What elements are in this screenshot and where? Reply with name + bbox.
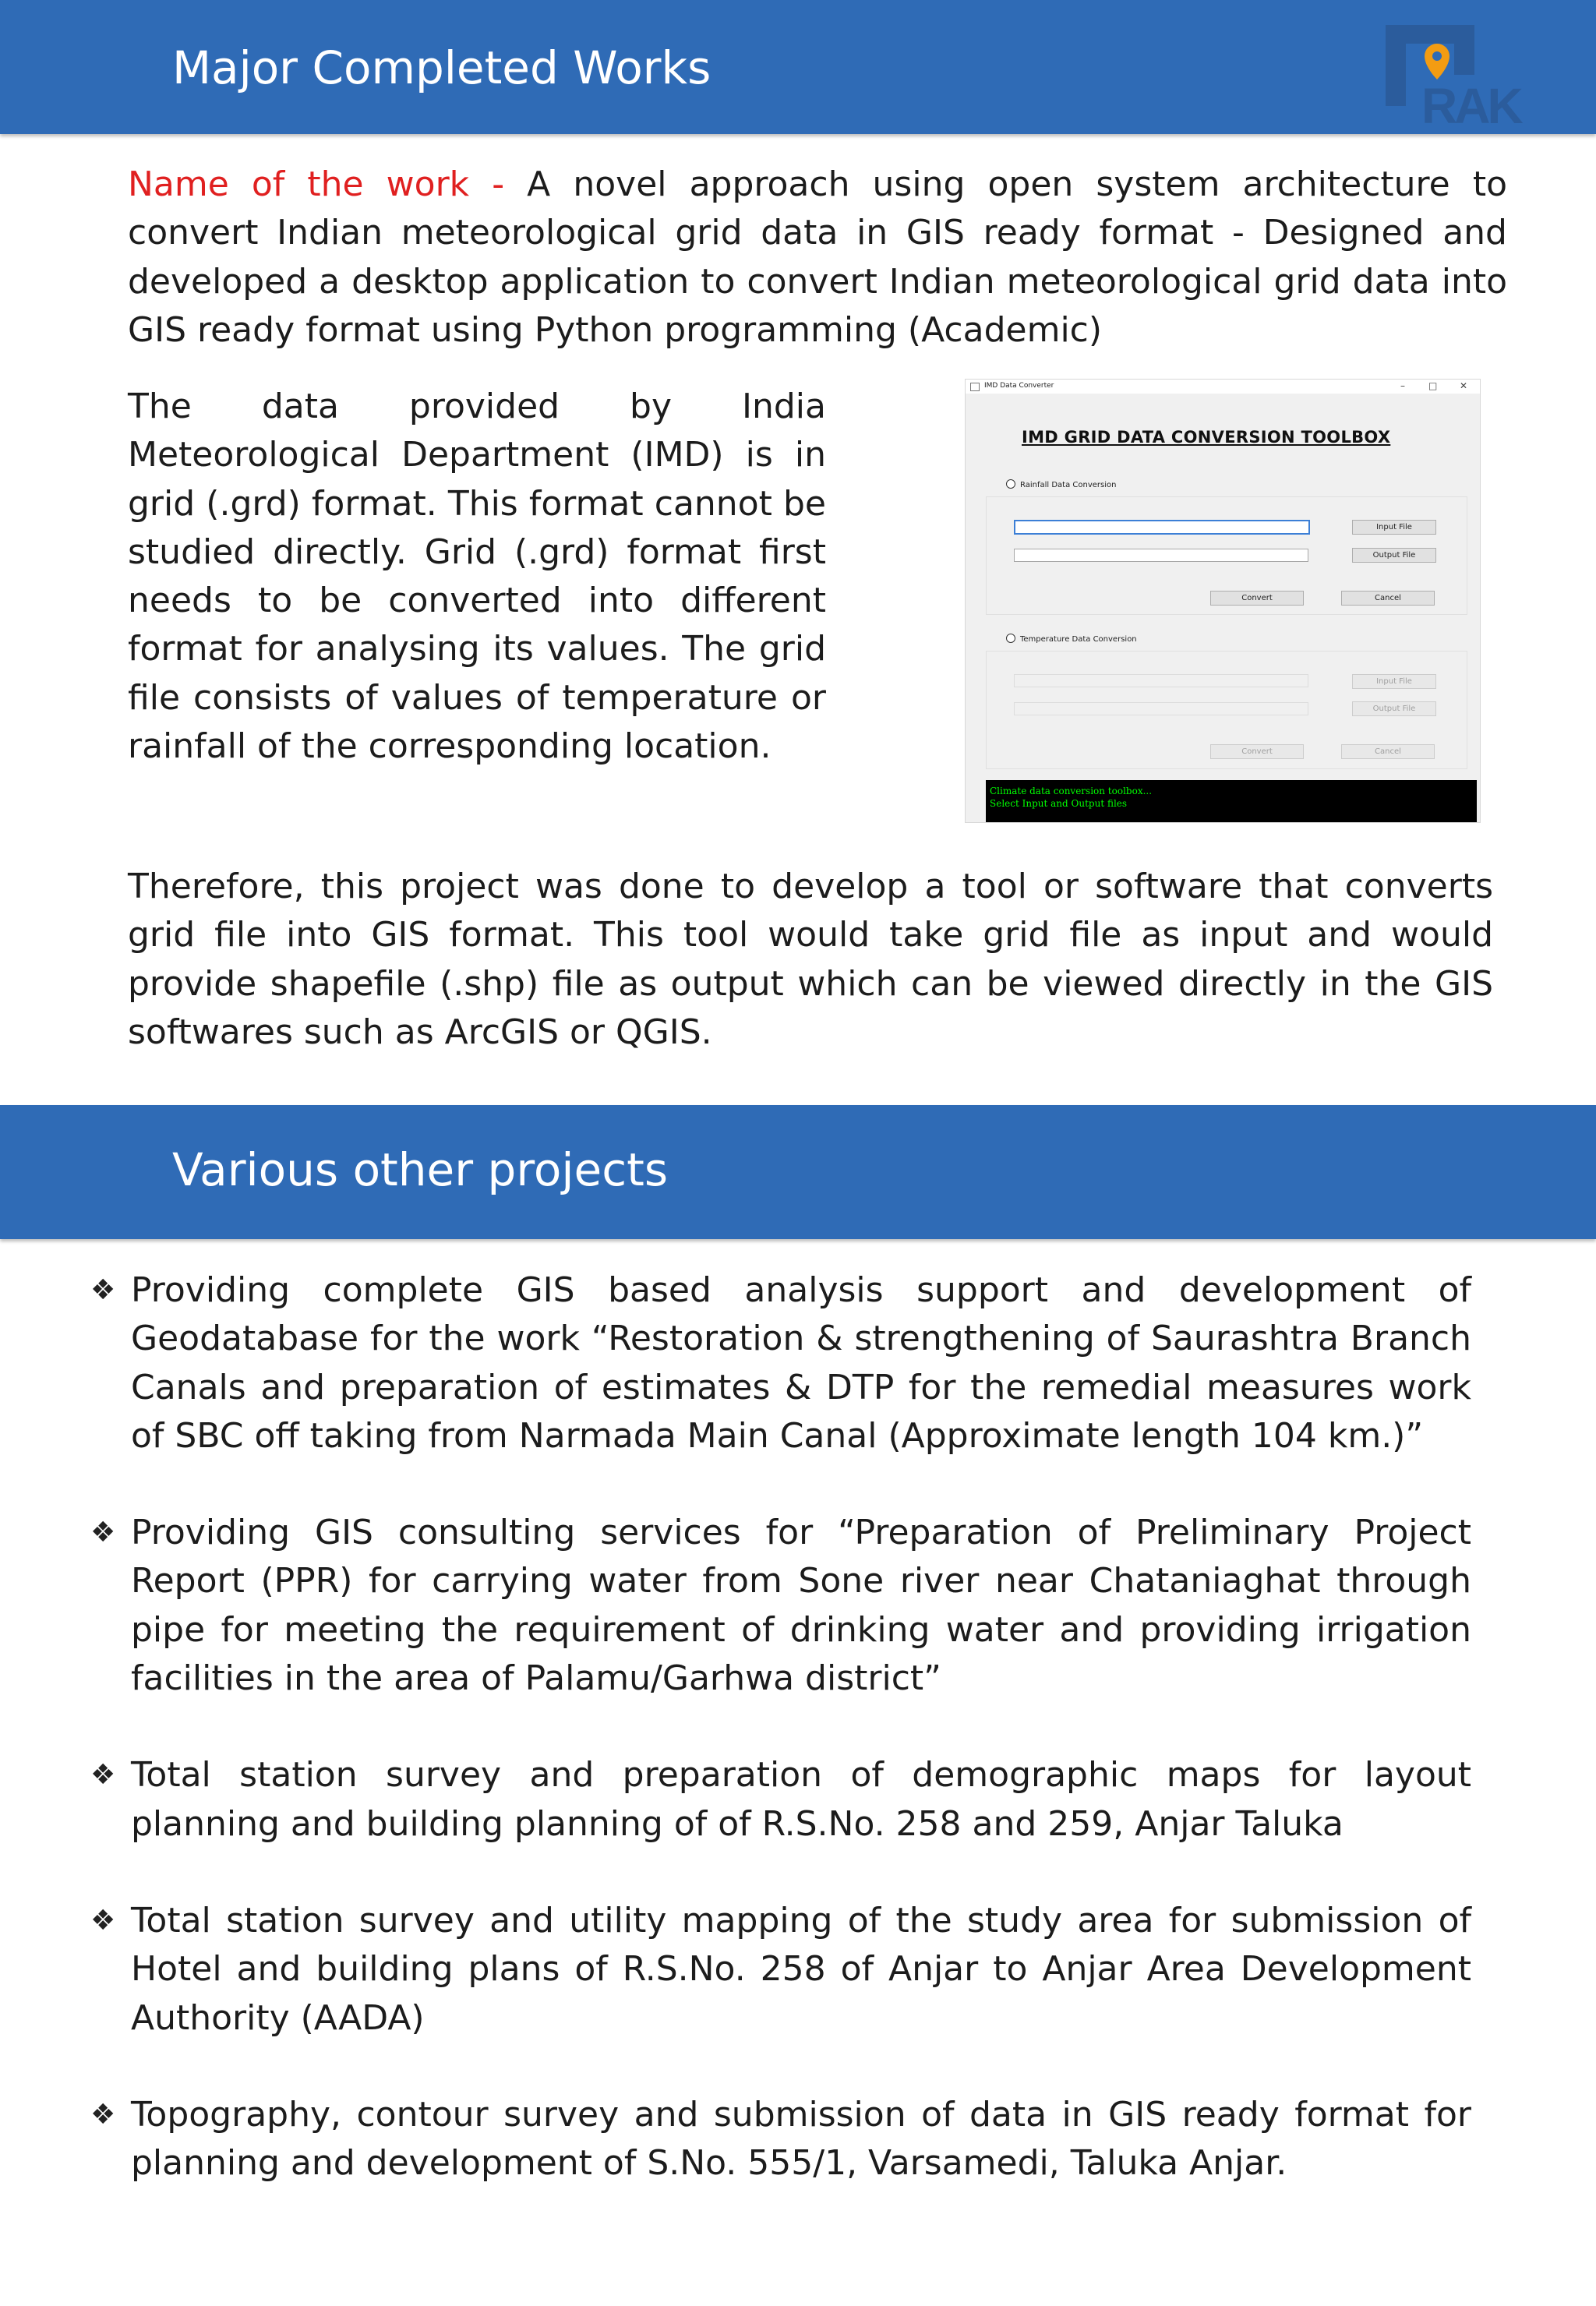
list-item [90, 2091, 1471, 2188]
project-text: Topography, contour survey and submission of data in GIS ready format for planning and development of S.No. 555/1, Varsamedi, Taluka Anjar. [131, 2094, 1471, 2184]
diamond-bullet-icon: ❖ [90, 2098, 116, 2131]
list-item [90, 1509, 1471, 1703]
project-text: Providing complete GIS based analysis support and development of Geodatabase for the work “Restoration & strengthening of Saurashtra Branch Canals and preparation of estimates & DTP for the remedial measures work of SBC off taking from Narmada Main Canal (Approximate length 104 km.)” [131, 1270, 1471, 1456]
diamond-bullet-icon: ❖ [90, 1904, 116, 1937]
diamond-bullet-icon: ❖ [90, 1517, 116, 1549]
rainfall-input-path[interactable] [1014, 520, 1310, 535]
work-name-paragraph [128, 161, 1507, 355]
project-text: Total station survey and utility mapping of the study area for submission of Hotel and building plans of R.S.No. 258 of Anjar to Anjar Area Development Authority (AADA) [131, 1900, 1471, 2038]
rainfall-cancel-button[interactable]: Cancel [1341, 591, 1435, 606]
maximize-icon[interactable]: □ [1428, 380, 1438, 391]
temperature-input-file-button[interactable]: Input File [1352, 674, 1436, 689]
section-header-other-projects [0, 1105, 1596, 1239]
rainfall-input-file-button[interactable]: Input File [1352, 520, 1436, 535]
console-line: Climate data conversion toolbox... [990, 786, 1153, 796]
work-conclusion: Therefore, this project was done to develop a tool or software that converts grid file into GIS format. This tool would take grid file as input and would provide shapefile (.shp) file as output which can be viewed directly in the GIS softwares such as ArcGIS or QGIS. [128, 867, 1493, 1052]
section-header-major-works [0, 0, 1596, 134]
section-title: Major Completed Works [172, 41, 711, 94]
temperature-output-path[interactable] [1014, 702, 1308, 715]
work-name-label: Name of the work - [128, 164, 505, 204]
status-console [986, 780, 1477, 822]
minimize-icon[interactable]: – [1400, 380, 1405, 391]
projects-list [90, 1266, 1471, 2188]
project-text: Providing GIS consulting services for “Preparation of Preliminary Project Report (PPR) for carrying water from Sone river near Chataniaghat through pipe for meeting the requirement of drinking water and providing irrigation facilities in the area of Palamu/Garhwa district” [131, 1513, 1471, 1699]
toolbox-title: IMD GRID DATA CONVERSION TOOLBOX [1022, 428, 1391, 447]
close-icon[interactable]: ✕ [1460, 380, 1468, 391]
radio-circle [1006, 479, 1015, 489]
rainfall-radio[interactable] [1006, 479, 1116, 489]
console-line: Select Input and Output files [990, 798, 1128, 809]
app-icon [970, 383, 980, 391]
temperature-radio-label: Temperature Data Conversion [1020, 635, 1137, 644]
list-item [90, 1266, 1471, 1460]
temperature-input-path[interactable] [1014, 674, 1308, 687]
radio-circle [1006, 634, 1015, 643]
project-text: Total station survey and preparation of demographic maps for layout planning and building planning of of R.S.No. 258 and 259, Anjar Taluka [131, 1755, 1471, 1844]
work-name-text: A novel approach using open system architecture to convert Indian meteorological grid data in GIS ready format - Designed and developed a desktop application to convert Indian meteorological grid data into GIS ready format using Python programming (Academic) [128, 164, 1507, 350]
temperature-output-file-button[interactable]: Output File [1352, 701, 1436, 716]
temperature-cancel-button[interactable]: Cancel [1341, 744, 1435, 759]
company-logo [1381, 20, 1541, 129]
diamond-bullet-icon: ❖ [90, 1274, 116, 1306]
rainfall-convert-button[interactable]: Convert [1210, 591, 1304, 606]
diamond-bullet-icon: ❖ [90, 1759, 116, 1792]
list-item [90, 1751, 1471, 1849]
rainfall-output-path[interactable] [1014, 549, 1308, 562]
window-title: IMD Data Converter [984, 382, 1054, 390]
app-screenshot [965, 379, 1481, 823]
section-title: Various other projects [172, 1143, 669, 1196]
window-titlebar [966, 380, 1480, 394]
work-description: The data provided by India Meteorological Department (IMD) is in grid (.grd) format. This format cannot be studied directly. Grid (.grd) format first needs to be converted into different format for analysing its values. The grid file consists of values of temperature or rainfall of the corresponding location. [128, 387, 826, 767]
temperature-convert-button[interactable]: Convert [1210, 744, 1304, 759]
list-item [90, 1897, 1471, 2043]
logo-text: RAK [1421, 78, 1520, 129]
temperature-radio[interactable] [1006, 634, 1137, 644]
rainfall-output-file-button[interactable]: Output File [1352, 548, 1436, 563]
rainfall-radio-label: Rainfall Data Conversion [1020, 481, 1117, 489]
